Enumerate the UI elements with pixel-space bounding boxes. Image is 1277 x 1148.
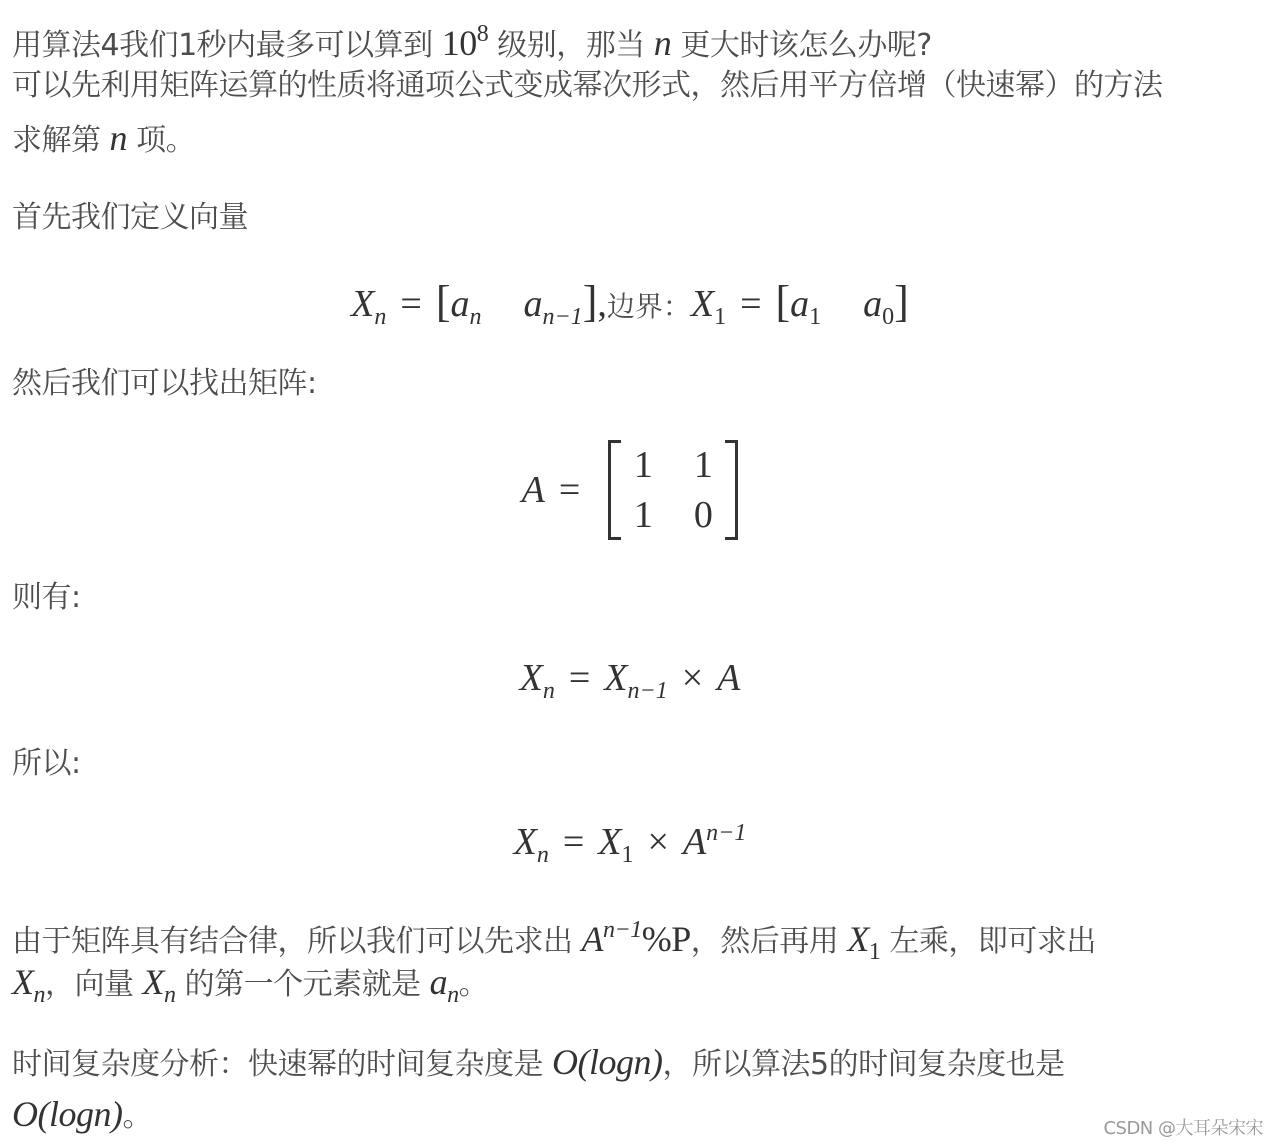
text: 项。	[127, 123, 196, 158]
matrix-cell: 1	[633, 494, 653, 536]
equation-matrix-a	[0, 440, 1260, 540]
math-big-o: O(logn)	[552, 1042, 663, 1082]
equation-recurrence: $X_n = X_{n-1} \times A$	[519, 657, 741, 704]
associativity-paragraph-line-2	[12, 956, 488, 1021]
matrix-cell: 1	[633, 444, 653, 486]
text: 级别，那当	[488, 28, 654, 63]
text: ，然后再用	[690, 924, 848, 959]
intro-paragraph-line-3	[12, 112, 195, 167]
math-Xn: $X_n$	[142, 962, 176, 1008]
text: 。	[458, 967, 489, 1002]
equals-sign: =	[558, 469, 581, 511]
math-big-o: O(logn)	[12, 1094, 123, 1134]
text: 的第一个元素就是	[175, 967, 430, 1002]
matrix-cell: 1	[693, 444, 713, 486]
therefore-text: 所以:	[12, 746, 81, 781]
text: ，向量	[45, 967, 143, 1002]
matrix-cell: 0	[693, 494, 713, 536]
math-n: n	[109, 118, 128, 158]
text: 由于矩阵具有结合律，所以我们可以先求出	[12, 924, 582, 959]
math-an: $a_n$	[429, 962, 459, 1008]
define-vector-text: 首先我们定义向量	[12, 200, 248, 235]
matrix-name: A	[521, 469, 545, 511]
then-have-text: 则有:	[12, 580, 81, 615]
math-ten: $10^8$	[441, 21, 489, 63]
matrix-grid	[608, 440, 738, 540]
intro-paragraph-line-2: 可以先利用矩阵运算的性质将通项公式变成幂次形式，然后用平方倍增（快速幂）的方法	[12, 68, 1163, 103]
text: ，所以算法5的时间复杂度也是	[662, 1047, 1065, 1082]
text: 。	[122, 1099, 152, 1134]
find-matrix-text: 然后我们可以找出矩阵:	[12, 366, 317, 401]
csdn-watermark: CSDN @大耳朵宋宋	[1103, 1118, 1263, 1139]
complexity-paragraph-line-2	[12, 1088, 152, 1143]
equation-vector-definition: $X_n = [a_n$ $a_{n-1}$],边界：$X_1 = [a_1$ $a_0$]	[351, 277, 909, 330]
text: 左乘，即可求出	[880, 924, 1096, 959]
math-Xn: $X_n$	[12, 962, 45, 1008]
text: 时间复杂度分析：快速幂的时间复杂度是	[12, 1047, 553, 1082]
math-n: n	[653, 23, 672, 63]
text: 更大时该怎么办呢?	[671, 28, 932, 63]
text: 用算法4我们1秒内最多可以算到	[12, 28, 442, 63]
math-A-power: $A^{n-1}\%P$	[581, 917, 691, 959]
complexity-paragraph-line-1	[12, 1036, 1065, 1091]
text: 求解第	[12, 123, 110, 158]
equation-closed-form: $X_n = X_1 \times A^{n-1}$	[513, 820, 747, 868]
math-X1: $X_1$	[847, 919, 881, 965]
